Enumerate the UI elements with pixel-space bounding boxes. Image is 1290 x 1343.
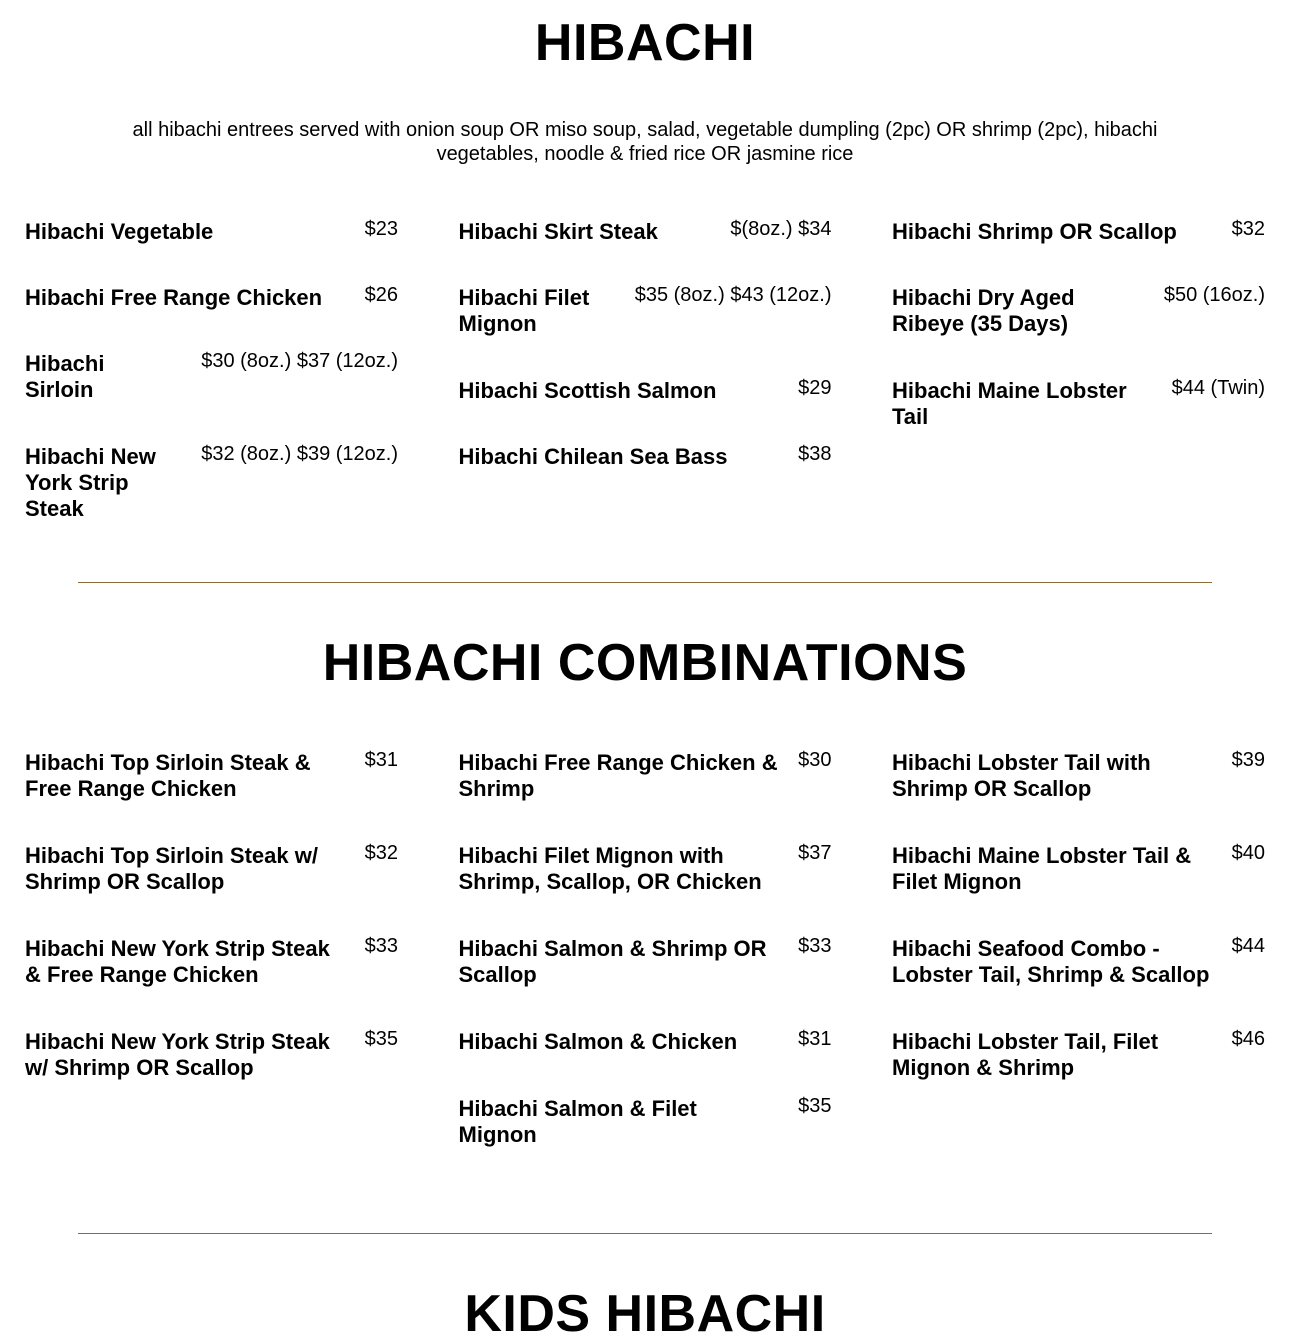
- menu-item-name: Hibachi Filet Mignon: [458, 285, 590, 336]
- menu-item-name: Hibachi New York Strip Steak w/ Shrimp OR Scallop: [25, 1029, 330, 1080]
- menu-item-price: $46: [1231, 1028, 1265, 1050]
- menu-item-price: $35 (8oz.) $43 (12oz.): [634, 284, 832, 306]
- menu-item: [892, 378, 1265, 430]
- menu-item-price: $32: [364, 842, 398, 864]
- menu-item: [25, 1029, 398, 1081]
- hibachi-column-3: [892, 219, 1265, 536]
- hibachi-section-description: all hibachi entrees served with onion soup OR miso soup, salad, vegetable dumpling (2pc) OR shrimp (2pc), hibachi vegetables, noodle & fried rice OR jasmine rice: [132, 119, 1158, 165]
- hibachi-menu-grid: [25, 219, 1265, 536]
- menu-item-name: Hibachi Sirloin: [25, 351, 105, 402]
- menu-item-name: Hibachi Skirt Steak: [458, 219, 658, 244]
- menu-item: [459, 444, 832, 470]
- menu-item-name: Hibachi Free Range Chicken: [25, 285, 323, 310]
- menu-item: [25, 285, 398, 337]
- menu-item: [25, 750, 398, 829]
- menu-item-price: $23: [364, 218, 398, 240]
- menu-item-price: $30: [798, 749, 832, 771]
- menu-item: [892, 219, 1265, 271]
- menu-item-price: $26: [364, 284, 398, 306]
- menu-item: [892, 750, 1265, 829]
- menu-item-price: $50 (16oz.): [1163, 284, 1265, 306]
- menu-item-name: Hibachi Vegetable: [25, 219, 214, 244]
- section-divider: [78, 582, 1212, 583]
- menu-item: [459, 219, 832, 271]
- menu-item: [892, 843, 1265, 922]
- menu-item: [25, 444, 398, 522]
- menu-item-name: Hibachi Top Sirloin Steak w/ Shrimp OR Scallop: [25, 843, 318, 894]
- menu-item-name: Hibachi Scottish Salmon: [458, 378, 717, 403]
- menu-item: [459, 936, 832, 1015]
- menu-item-price: $33: [798, 935, 832, 957]
- menu-item: [459, 378, 832, 430]
- menu-item-name: Hibachi Salmon & Chicken: [458, 1029, 738, 1054]
- menu-item-price: $44: [1231, 935, 1265, 957]
- menu-item: [25, 351, 398, 430]
- combinations-menu-grid: [25, 750, 1265, 1162]
- menu-item-name: Hibachi Free Range Chicken & Shrimp: [458, 750, 778, 801]
- menu-item-price: $35: [798, 1095, 832, 1117]
- menu-item-price: $31: [364, 749, 398, 771]
- menu-item: [25, 843, 398, 922]
- hibachi-section-title: HIBACHI: [534, 14, 756, 72]
- menu-item: [459, 1096, 832, 1148]
- combinations-column-1: [25, 750, 398, 1162]
- kids-section-title: KIDS HIBACHI: [464, 1285, 826, 1343]
- menu-item: [892, 1029, 1265, 1081]
- menu-item-name: Hibachi Dry Aged Ribeye (35 Days): [892, 285, 1075, 336]
- menu-item-name: Hibachi Maine Lobster Tail & Filet Mignon: [892, 843, 1192, 894]
- menu-item-price: $32: [1231, 218, 1265, 240]
- menu-item-name: Hibachi Top Sirloin Steak & Free Range Chicken: [25, 750, 311, 801]
- menu-item-price: $35: [364, 1028, 398, 1050]
- menu-item: [25, 936, 398, 1015]
- menu-item-price: $29: [798, 377, 832, 399]
- menu-item-name: Hibachi Chilean Sea Bass: [458, 444, 728, 469]
- hibachi-column-1: [25, 219, 398, 536]
- menu-item-name: Hibachi Lobster Tail, Filet Mignon & Shrimp: [892, 1029, 1159, 1080]
- menu-item-price: $31: [798, 1028, 832, 1050]
- menu-item-name: Hibachi Maine Lobster Tail: [892, 378, 1127, 429]
- combinations-column-2: [459, 750, 832, 1162]
- menu-item-name: Hibachi Lobster Tail with Shrimp OR Scallop: [892, 750, 1151, 801]
- menu-item-name: Hibachi Salmon & Shrimp OR Scallop: [458, 936, 767, 987]
- menu-item: [892, 936, 1265, 1015]
- menu-item: [459, 1029, 832, 1082]
- menu-item-price: $38: [798, 443, 832, 465]
- menu-item-price: $37: [798, 842, 832, 864]
- menu-item-price: $33: [364, 935, 398, 957]
- combinations-column-3: [892, 750, 1265, 1162]
- menu-item-name: Hibachi New York Strip Steak & Free Range Chicken: [25, 936, 330, 987]
- hibachi-column-2: [459, 219, 832, 536]
- menu-item-price: $32 (8oz.) $39 (12oz.): [201, 443, 398, 465]
- menu-item-name: Hibachi Shrimp OR Scallop: [892, 219, 1177, 244]
- section-divider: [78, 1233, 1212, 1234]
- menu-item-price: $44 (Twin): [1171, 377, 1265, 399]
- menu-item-name: Hibachi New York Strip Steak: [25, 444, 156, 521]
- menu-item: [459, 750, 832, 829]
- menu-item-price: $39: [1231, 749, 1265, 771]
- combinations-section-title: HIBACHI COMBINATIONS: [322, 634, 968, 692]
- menu-item: [892, 285, 1265, 364]
- menu-item-name: Hibachi Filet Mignon with Shrimp, Scallop, OR Chicken: [458, 843, 762, 894]
- menu-item-name: Hibachi Seafood Combo - Lobster Tail, Shrimp & Scallop: [892, 936, 1210, 987]
- menu-item-price: $40: [1231, 842, 1265, 864]
- menu-item: [459, 285, 832, 364]
- menu-item: [25, 219, 398, 271]
- menu-item-price: $(8oz.) $34: [730, 218, 832, 240]
- menu-item-name: Hibachi Salmon & Filet Mignon: [458, 1096, 697, 1147]
- menu-item-price: $30 (8oz.) $37 (12oz.): [201, 350, 398, 372]
- menu-item: [459, 843, 832, 922]
